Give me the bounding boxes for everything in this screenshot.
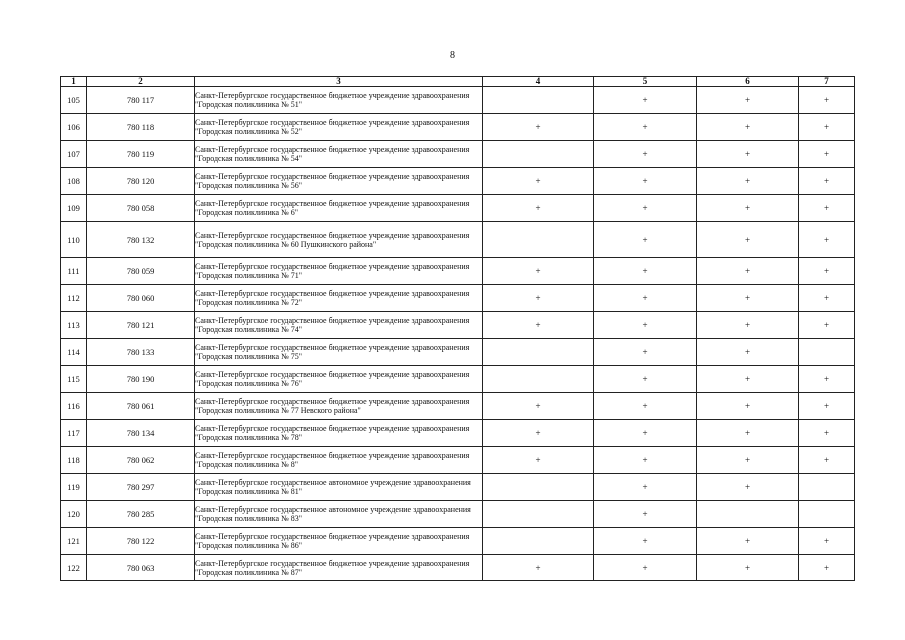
mark-col-4 xyxy=(483,474,594,501)
institution-name: Санкт-Петербургское государственное бюджетное учреждение здравоохранения "Городская поликлиника № 60 Пушкинского района" xyxy=(195,222,483,258)
mark-col-5: + xyxy=(594,222,697,258)
institution-name: Санкт-Петербургское государственное бюджетное учреждение здравоохранения "Городская поликлиника № 74" xyxy=(195,312,483,339)
mark-col-4: + xyxy=(483,195,594,222)
row-number: 111 xyxy=(61,258,87,285)
header-cell: 6 xyxy=(697,77,799,87)
institution-name: Санкт-Петербургское государственное бюджетное учреждение здравоохранения "Городская поликлиника № 54" xyxy=(195,141,483,168)
mark-col-6: + xyxy=(697,114,799,141)
institution-name: Санкт-Петербургское государственное автономное учреждение здравоохранения "Городская поликлиника № 81" xyxy=(195,474,483,501)
mark-col-7: + xyxy=(799,285,855,312)
header-cell: 3 xyxy=(195,77,483,87)
mark-col-6: + xyxy=(697,366,799,393)
institution-name: Санкт-Петербургское государственное бюджетное учреждение здравоохранения "Городская поликлиника № 78" xyxy=(195,420,483,447)
mark-col-5: + xyxy=(594,87,697,114)
row-number: 116 xyxy=(61,393,87,420)
institution-name: Санкт-Петербургское государственное бюджетное учреждение здравоохранения "Городская поликлиника № 77 Невского района" xyxy=(195,393,483,420)
institution-name: Санкт-Петербургское государственное бюджетное учреждение здравоохранения "Городская поликлиника № 51" xyxy=(195,87,483,114)
header-cell: 5 xyxy=(594,77,697,87)
header-cell: 7 xyxy=(799,77,855,87)
mark-col-6: + xyxy=(697,312,799,339)
institution-code: 780 120 xyxy=(87,168,195,195)
header-cell: 2 xyxy=(87,77,195,87)
table-row xyxy=(61,339,855,366)
mark-col-5: + xyxy=(594,474,697,501)
mark-col-6: + xyxy=(697,339,799,366)
institution-code: 780 297 xyxy=(87,474,195,501)
mark-col-5: + xyxy=(594,555,697,581)
header-cell: 4 xyxy=(483,77,594,87)
mark-col-7: + xyxy=(799,366,855,393)
mark-col-7 xyxy=(799,501,855,528)
table-row xyxy=(61,195,855,222)
mark-col-7: + xyxy=(799,555,855,581)
mark-col-6: + xyxy=(697,222,799,258)
institution-name: Санкт-Петербургское государственное бюджетное учреждение здравоохранения "Городская поликлиника № 56" xyxy=(195,168,483,195)
mark-col-7: + xyxy=(799,141,855,168)
row-number: 122 xyxy=(61,555,87,581)
row-number: 115 xyxy=(61,366,87,393)
row-number: 119 xyxy=(61,474,87,501)
mark-col-4: + xyxy=(483,258,594,285)
table-row xyxy=(61,87,855,114)
mark-col-4 xyxy=(483,501,594,528)
table-row xyxy=(61,168,855,195)
institution-code: 780 122 xyxy=(87,528,195,555)
mark-col-6: + xyxy=(697,393,799,420)
mark-col-7: + xyxy=(799,393,855,420)
institution-code: 780 133 xyxy=(87,339,195,366)
institution-code: 780 119 xyxy=(87,141,195,168)
row-number: 108 xyxy=(61,168,87,195)
mark-col-4: + xyxy=(483,555,594,581)
mark-col-6: + xyxy=(697,87,799,114)
table-row xyxy=(61,258,855,285)
mark-col-5: + xyxy=(594,447,697,474)
institution-code: 780 062 xyxy=(87,447,195,474)
mark-col-4: + xyxy=(483,168,594,195)
mark-col-4: + xyxy=(483,447,594,474)
mark-col-6: + xyxy=(697,258,799,285)
page-number: 8 xyxy=(450,50,455,61)
mark-col-4: + xyxy=(483,312,594,339)
mark-col-4: + xyxy=(483,114,594,141)
mark-col-7 xyxy=(799,339,855,366)
table-row xyxy=(61,528,855,555)
institution-name: Санкт-Петербургское государственное бюджетное учреждение здравоохранения "Городская поликлиника № 86" xyxy=(195,528,483,555)
institution-name: Санкт-Петербургское государственное бюджетное учреждение здравоохранения "Городская поликлиника № 72" xyxy=(195,285,483,312)
mark-col-5: + xyxy=(594,114,697,141)
mark-col-5: + xyxy=(594,420,697,447)
table-row xyxy=(61,474,855,501)
mark-col-4: + xyxy=(483,420,594,447)
mark-col-5: + xyxy=(594,501,697,528)
institution-code: 780 132 xyxy=(87,222,195,258)
mark-col-4 xyxy=(483,222,594,258)
mark-col-7 xyxy=(799,474,855,501)
institution-code: 780 134 xyxy=(87,420,195,447)
row-number: 106 xyxy=(61,114,87,141)
row-number: 121 xyxy=(61,528,87,555)
table-row xyxy=(61,393,855,420)
row-number: 118 xyxy=(61,447,87,474)
table-row xyxy=(61,312,855,339)
mark-col-6 xyxy=(697,501,799,528)
registry-table xyxy=(60,76,855,581)
mark-col-5: + xyxy=(594,168,697,195)
mark-col-4: + xyxy=(483,285,594,312)
table-row xyxy=(61,366,855,393)
institution-name: Санкт-Петербургское государственное бюджетное учреждение здравоохранения "Городская поликлиника № 87" xyxy=(195,555,483,581)
table-row xyxy=(61,114,855,141)
row-number: 105 xyxy=(61,87,87,114)
mark-col-5: + xyxy=(594,258,697,285)
table-row xyxy=(61,222,855,258)
row-number: 109 xyxy=(61,195,87,222)
mark-col-5: + xyxy=(594,141,697,168)
mark-col-6: + xyxy=(697,195,799,222)
mark-col-7: + xyxy=(799,258,855,285)
institution-code: 780 285 xyxy=(87,501,195,528)
mark-col-5: + xyxy=(594,312,697,339)
mark-col-4 xyxy=(483,339,594,366)
table-body xyxy=(61,87,855,581)
table-row xyxy=(61,141,855,168)
row-number: 120 xyxy=(61,501,87,528)
institution-code: 780 190 xyxy=(87,366,195,393)
mark-col-6: + xyxy=(697,141,799,168)
institution-code: 780 063 xyxy=(87,555,195,581)
row-number: 110 xyxy=(61,222,87,258)
table-row xyxy=(61,420,855,447)
mark-col-7: + xyxy=(799,195,855,222)
mark-col-6: + xyxy=(697,168,799,195)
mark-col-5: + xyxy=(594,195,697,222)
mark-col-7: + xyxy=(799,528,855,555)
mark-col-7: + xyxy=(799,312,855,339)
mark-col-7: + xyxy=(799,168,855,195)
mark-col-7: + xyxy=(799,87,855,114)
row-number: 117 xyxy=(61,420,87,447)
institution-name: Санкт-Петербургское государственное бюджетное учреждение здравоохранения "Городская поликлиника № 8" xyxy=(195,447,483,474)
row-number: 114 xyxy=(61,339,87,366)
mark-col-7: + xyxy=(799,447,855,474)
institution-name: Санкт-Петербургское государственное автономное учреждение здравоохранения "Городская поликлиника № 83" xyxy=(195,501,483,528)
mark-col-5: + xyxy=(594,528,697,555)
table-row xyxy=(61,285,855,312)
institution-code: 780 118 xyxy=(87,114,195,141)
table-row xyxy=(61,555,855,581)
institution-code: 780 061 xyxy=(87,393,195,420)
institution-name: Санкт-Петербургское государственное бюджетное учреждение здравоохранения "Городская поликлиника № 76" xyxy=(195,366,483,393)
institution-name: Санкт-Петербургское государственное бюджетное учреждение здравоохранения "Городская поликлиника № 6" xyxy=(195,195,483,222)
table-row xyxy=(61,447,855,474)
institution-code: 780 059 xyxy=(87,258,195,285)
mark-col-4 xyxy=(483,141,594,168)
mark-col-6: + xyxy=(697,285,799,312)
header-row xyxy=(61,77,855,87)
mark-col-4 xyxy=(483,528,594,555)
mark-col-5: + xyxy=(594,339,697,366)
mark-col-7: + xyxy=(799,114,855,141)
header-cell: 1 xyxy=(61,77,87,87)
mark-col-6: + xyxy=(697,420,799,447)
row-number: 107 xyxy=(61,141,87,168)
mark-col-6: + xyxy=(697,447,799,474)
institution-name: Санкт-Петербургское государственное бюджетное учреждение здравоохранения "Городская поликлиника № 71" xyxy=(195,258,483,285)
mark-col-7: + xyxy=(799,420,855,447)
row-number: 113 xyxy=(61,312,87,339)
mark-col-4 xyxy=(483,87,594,114)
mark-col-7: + xyxy=(799,222,855,258)
institution-code: 780 121 xyxy=(87,312,195,339)
institution-name: Санкт-Петербургское государственное бюджетное учреждение здравоохранения "Городская поликлиника № 52" xyxy=(195,114,483,141)
institution-name: Санкт-Петербургское государственное бюджетное учреждение здравоохранения "Городская поликлиника № 75" xyxy=(195,339,483,366)
row-number: 112 xyxy=(61,285,87,312)
institution-code: 780 058 xyxy=(87,195,195,222)
institution-code: 780 117 xyxy=(87,87,195,114)
institution-code: 780 060 xyxy=(87,285,195,312)
mark-col-6: + xyxy=(697,474,799,501)
mark-col-4 xyxy=(483,366,594,393)
mark-col-6: + xyxy=(697,528,799,555)
mark-col-5: + xyxy=(594,366,697,393)
mark-col-4: + xyxy=(483,393,594,420)
table-row xyxy=(61,501,855,528)
mark-col-5: + xyxy=(594,285,697,312)
mark-col-5: + xyxy=(594,393,697,420)
mark-col-6: + xyxy=(697,555,799,581)
